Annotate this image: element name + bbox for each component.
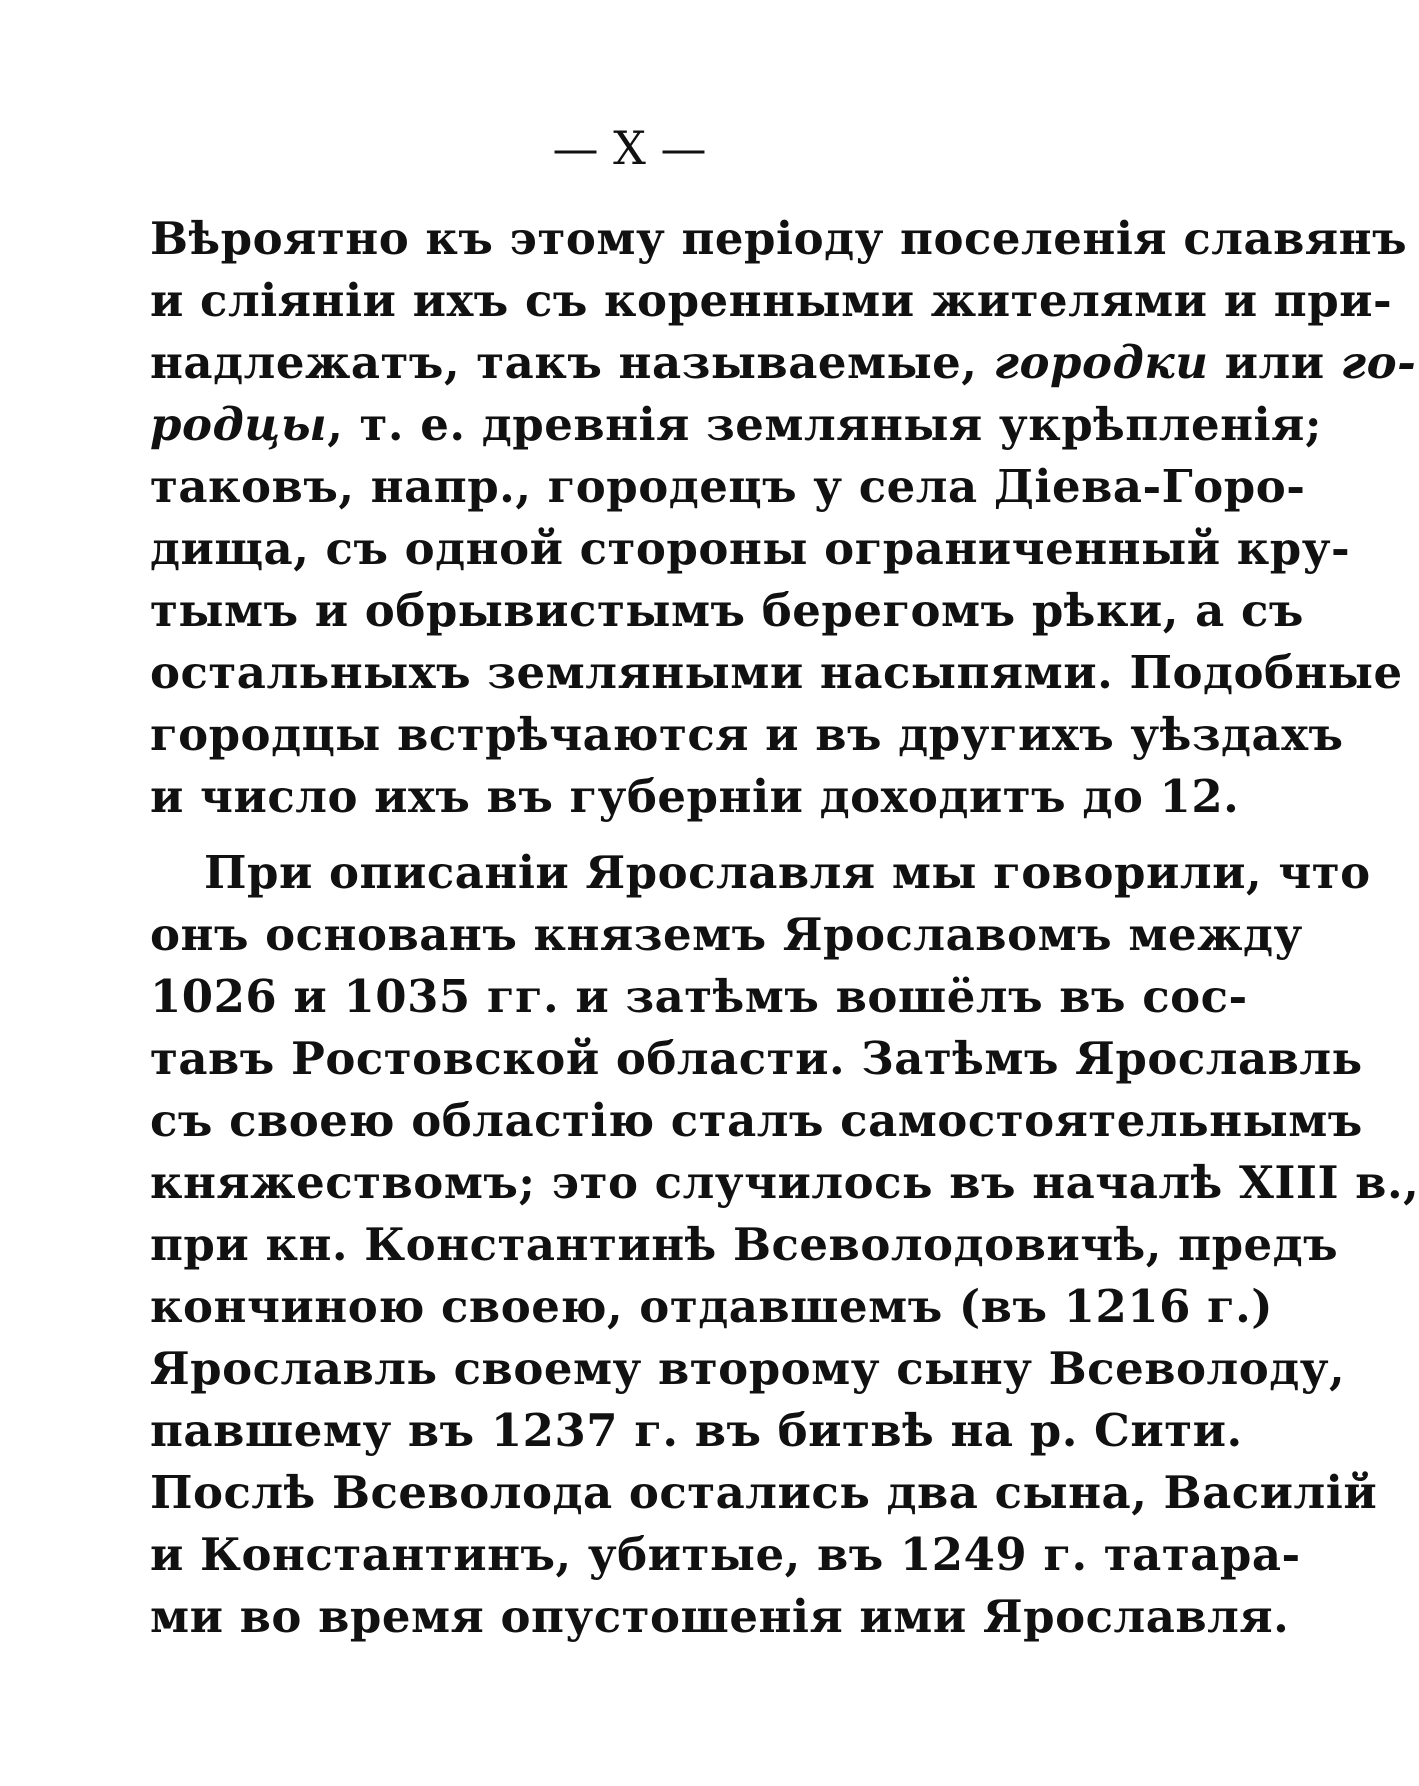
text-line: кончиною своею, отдавшемъ (въ 1216 г.)	[150, 1280, 1274, 1333]
text-line: При описаніи Ярославля мы говорили, что	[204, 846, 1371, 899]
text-line: павшему въ 1237 г. въ битвѣ на р. Сити.	[150, 1404, 1243, 1457]
paragraph-2	[150, 842, 1419, 1648]
text-line: остальныхъ земляными насыпями. Подобные	[150, 646, 1403, 699]
text-line: съ своею областію сталъ самостоятельнымъ	[150, 1094, 1363, 1147]
text-line: тымъ и обрывистымъ берегомъ рѣки, а съ	[150, 584, 1304, 637]
text-line-with-italics: родцы, т. е. древнія земляныя укрѣпленія;	[150, 398, 1322, 451]
italic-term: го-	[1340, 336, 1417, 389]
paragraph-1	[150, 208, 1417, 828]
body-text	[150, 208, 1419, 1648]
text-line: и число ихъ въ губерніи доходитъ до 12.	[150, 770, 1240, 823]
text-line: ми во время опустошенія ими Ярославля.	[150, 1590, 1290, 1643]
page-number: — X —	[552, 121, 707, 175]
text-line: таковъ, напр., городецъ у села Діева-Горо-	[150, 460, 1306, 513]
text-line: и сліяніи ихъ съ коренными жителями и при-	[150, 274, 1393, 327]
text-line: Вѣроятно къ этому періоду поселенія славянъ	[150, 212, 1408, 265]
italic-term: городки	[993, 336, 1209, 389]
text-line: онъ основанъ княземъ Ярославомъ между	[150, 908, 1303, 961]
text-line-with-italics: надлежатъ, такъ называемые, городки или го-	[150, 336, 1417, 389]
text-line: дища, съ одной стороны ограниченный кру-	[150, 522, 1351, 575]
italic-term: родцы	[150, 398, 328, 451]
text-line: при кн. Константинѣ Всеволодовичѣ, предъ	[150, 1218, 1339, 1271]
text-line: 1026 и 1035 гг. и затѣмъ вошёлъ въ сос-	[150, 970, 1248, 1023]
text-line: Послѣ Всеволода остались два сына, Василій	[150, 1466, 1378, 1519]
text-line: тавъ Ростовской области. Затѣмъ Ярославль	[150, 1032, 1363, 1085]
text-line: княжествомъ; это случилось въ началѣ XIII в.,	[150, 1156, 1419, 1209]
text-line: и Константинъ, убитые, въ 1249 г. татара-	[150, 1528, 1301, 1581]
text-line: Ярославль своему второму сыну Всеволоду,	[150, 1342, 1346, 1395]
text-line: городцы встрѣчаются и въ другихъ уѣздахъ	[150, 708, 1344, 761]
